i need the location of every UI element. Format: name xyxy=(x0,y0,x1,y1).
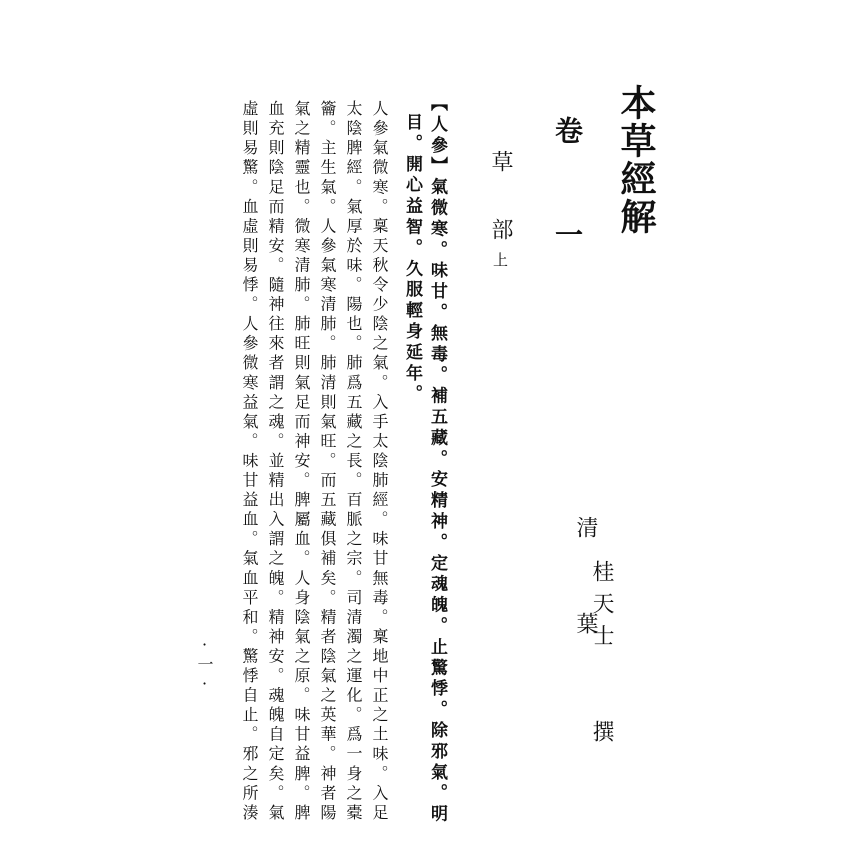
entry-text-line-2: 目。開心益智。久服輕身延年。 xyxy=(402,113,422,406)
section-heading xyxy=(489,150,511,267)
volume-heading: 卷 一 xyxy=(551,116,584,272)
section-sub-label: 上 xyxy=(491,252,509,267)
author-byline: 桂天士 撰 xyxy=(589,560,614,752)
commentary-line: 虛則易驚。血虛則易悸。人參微寒益氣。味甘益血。氣血平和。驚悸自止。邪之所湊 xyxy=(240,100,259,824)
commentary-line: 人參氣微寒。稟天秋令少陰之氣。入手太陰肺經。味甘無毒。稟地中正之土味。入足 xyxy=(370,100,389,824)
section-label: 草 部 xyxy=(488,150,513,252)
page-number: ·一· xyxy=(195,635,214,695)
commentary-line: 籥。主生氣。人參氣寒清肺。肺清則氣旺。而五藏俱補矣。精者陰氣之英華。神者陽 xyxy=(318,100,337,824)
author-dynasty-name: 清 葉 xyxy=(573,516,598,644)
book-title: 本草經解 xyxy=(615,84,657,236)
commentary-line: 血充則陰足而精安。隨神往來者謂之魂。並精出入謂之魄。精神安。魂魄自定矣。氣 xyxy=(266,100,285,824)
commentary-line: 太陰脾經。氣厚於味。陽也。肺爲五藏之長。百脈之宗。司清濁之運化。爲一身之橐 xyxy=(344,100,363,824)
commentary-line: 氣之精靈也。微寒清肺。肺旺則氣足而神安。脾屬血。人身陰氣之原。味甘益脾。脾 xyxy=(292,100,311,824)
entry-text-line-1: 【人參】氣微寒。味甘。無毒。補五藏。安精神。定魂魄。止驚悸。除邪氣。明 xyxy=(427,94,447,826)
